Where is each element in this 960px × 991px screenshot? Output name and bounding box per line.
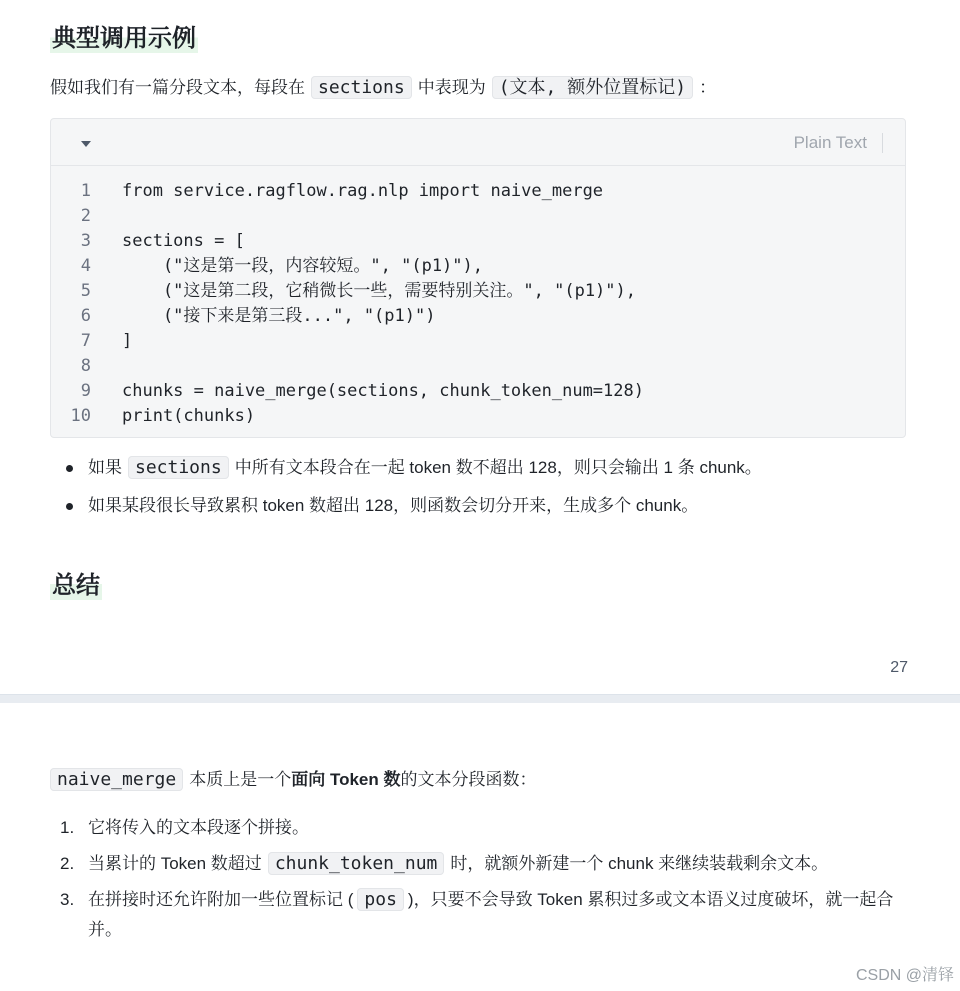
page-separator <box>0 694 960 703</box>
inline-code-sections: sections <box>311 76 412 99</box>
line-code: from service.ragflow.rag.nlp import naive_merge <box>122 181 604 201</box>
inline-code-chunk-token-num: chunk_token_num <box>268 852 445 875</box>
bullet-text-after: 中所有文本段合在一起 token 数不超出 128，则只会输出 1 条 chunk。 <box>234 458 762 477</box>
code-line <box>51 379 905 404</box>
summary-text-before: 本质上是一个 <box>189 770 292 789</box>
list-text-after: 时，就额外新建一个 chunk 来继续装载剩余文本。 <box>450 854 829 873</box>
list-text-before: 当累计的 Token 数超过 <box>88 854 262 873</box>
inline-code-pos: pos <box>357 888 404 911</box>
line-code: ] <box>122 331 133 351</box>
code-line <box>51 329 905 354</box>
list-item <box>50 455 762 481</box>
line-code: chunks = naive_merge(sections, chunk_token_num=128) <box>122 381 644 401</box>
list-text: 它将传入的文本段逐个拼接。 <box>88 818 309 837</box>
page-number: 27 <box>890 659 908 676</box>
inline-code-sections: sections <box>128 456 229 479</box>
section-heading-example: 典型调用示例 <box>50 18 198 53</box>
line-number: 9 <box>80 381 91 401</box>
code-block-header <box>51 119 905 166</box>
list-number: 3. <box>60 890 75 909</box>
code-line <box>51 179 905 204</box>
csdn-watermark: CSDN @清铎 <box>855 967 954 984</box>
code-line <box>51 254 905 279</box>
line-number: 8 <box>80 356 91 376</box>
list-item <box>60 885 910 945</box>
line-code: print(chunks) <box>122 406 256 426</box>
line-number: 1 <box>80 181 91 201</box>
list-number: 1. <box>60 818 75 837</box>
list-item <box>60 813 910 843</box>
code-lines <box>51 179 905 429</box>
code-line <box>51 204 905 229</box>
inline-code-tuple: (文本, 额外位置标记) <box>492 76 693 99</box>
line-code: ("这是第一段，内容较短。", "(p1)"), <box>122 256 483 276</box>
collapse-caret-icon[interactable] <box>81 141 91 147</box>
summary-intro <box>50 767 536 793</box>
line-number: 4 <box>80 256 91 276</box>
bullet-list <box>50 455 762 519</box>
code-block <box>50 118 906 438</box>
line-number: 6 <box>80 306 91 326</box>
list-item <box>60 849 910 879</box>
line-number: 2 <box>80 206 91 226</box>
line-number: 7 <box>80 331 91 351</box>
header-divider <box>882 133 883 153</box>
bullet-text: 如果某段很长导致累积 token 数超出 128，则函数会切分开来，生成多个 chunk。 <box>88 496 699 515</box>
list-number: 2. <box>60 854 75 873</box>
intro-text-middle: 中表现为 <box>417 78 486 97</box>
bullet-text-before: 如果 <box>88 458 122 477</box>
code-line <box>51 354 905 379</box>
line-code: ("这是第二段，它稍微长一些，需要特别关注。", "(p1)"), <box>122 281 636 301</box>
line-number: 10 <box>70 406 91 426</box>
summary-bold-text: 面向 Token 数 <box>291 770 401 789</box>
intro-paragraph <box>50 75 716 101</box>
intro-text-before: 假如我们有一篇分段文本，每段在 <box>50 78 305 97</box>
code-line <box>51 304 905 329</box>
document-page-28 <box>0 703 960 991</box>
code-line <box>51 229 905 254</box>
line-number: 5 <box>80 281 91 301</box>
section-heading-summary: 总结 <box>50 565 102 600</box>
code-language-label[interactable]: Plain Text <box>793 133 867 152</box>
list-text-after: )，只要不会导致 Token 累积过多或文本语义过度破坏，就一起合并。 <box>88 890 894 939</box>
line-code: sections = [ <box>122 231 245 251</box>
inline-code-naive-merge: naive_merge <box>50 768 183 791</box>
summary-text-after: 的文本分段函数： <box>400 770 537 789</box>
list-item <box>50 493 762 519</box>
numbered-list <box>60 813 910 945</box>
line-number: 3 <box>80 231 91 251</box>
list-text-before: 在拼接时还允许附加一些位置标记 ( <box>88 890 354 909</box>
intro-text-after: ： <box>699 78 717 97</box>
code-line <box>51 279 905 304</box>
code-line <box>51 404 905 429</box>
line-code: ("接下来是第三段...", "(p1)") <box>122 306 436 326</box>
